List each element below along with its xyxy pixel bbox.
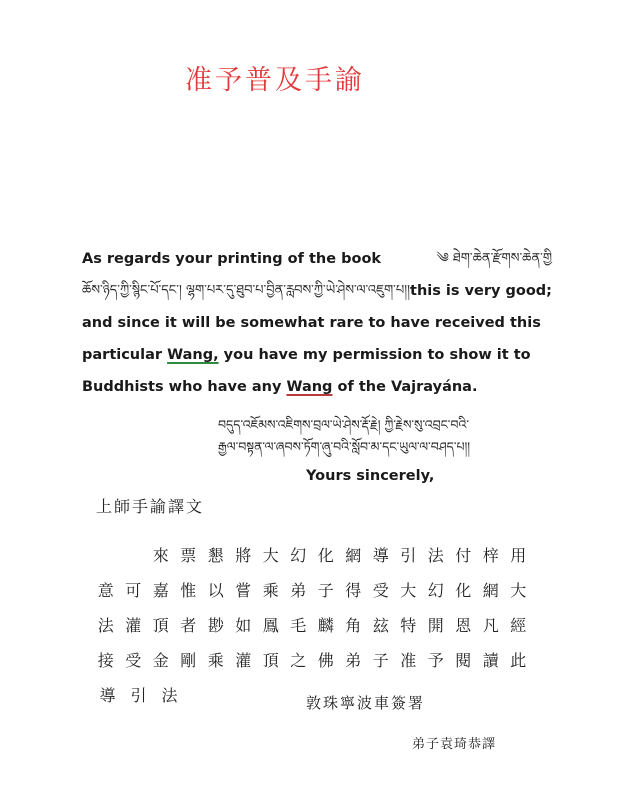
chinese-char: 乘 [262, 581, 279, 600]
chinese-char: 玆 [372, 616, 389, 635]
tibetan-line-2: རྒྱལ་བསྟན་ལ་ཞབས་ཏོག་ཞུ་བའི་སློབ་མ་དང་ཡུལ་ལ་བཤད་པ།། [218, 439, 471, 454]
chinese-char: 大 [262, 546, 279, 565]
letter-text: As regards your printing of the book [82, 251, 382, 267]
chinese-char: 受 [372, 581, 389, 600]
tibetan-book-title-cont: ཆོས་ཉིད་ཀྱི་སྙིང་པོ་དང་། ལྷག་པར་དུ་ཐུབ་པ་བྱིན་རླབས་ཀྱི་ཡེ་ཤེས་ལ་འཇུག་པ།། [82, 283, 410, 298]
chinese-char: 弟 [290, 581, 307, 600]
chinese-char: 准 [400, 651, 417, 670]
chinese-char: 讀 [482, 651, 499, 670]
chinese-char: 恩 [455, 616, 472, 635]
chinese-char: 開 [427, 616, 444, 635]
chinese-char [120, 538, 148, 573]
chinese-char: 引 [400, 546, 417, 565]
chinese-char: 導 [99, 686, 116, 705]
chinese-char: 可 [125, 581, 142, 600]
chinese-char: 乘 [207, 651, 224, 670]
tibetan-book-title: ༄ ཐེག་ཆེན་རྫོགས་ཆེན་གྱི [436, 251, 552, 266]
chinese-char: 幻 [427, 581, 444, 600]
chinese-line [92, 573, 532, 608]
chinese-line [92, 538, 532, 573]
letter-line-3: and since it will be somewhat rare to have received this [82, 315, 541, 331]
chinese-char: 剛 [180, 651, 197, 670]
chinese-char: 灌 [125, 616, 142, 635]
chinese-char: 尠 [207, 616, 224, 635]
chinese-char: 付 [455, 546, 472, 565]
chinese-char: 角 [345, 616, 362, 635]
chinese-char: 法 [427, 546, 444, 565]
chinese-translation-body [92, 538, 532, 713]
english-letter [82, 243, 552, 403]
chinese-line [92, 643, 532, 678]
wang-underlined: Wang [286, 379, 333, 395]
chinese-char: 子 [317, 581, 334, 600]
chinese-signature: 敦珠寧波車簽署 [306, 694, 426, 712]
page-title: 准予普及手諭 [185, 65, 365, 96]
chinese-char: 化 [455, 581, 472, 600]
chinese-char: 惟 [180, 581, 197, 600]
chinese-char: 導 [372, 546, 389, 565]
letter-text: you have my permission to show it to [223, 347, 531, 363]
letter-text: this is very good; [410, 283, 552, 299]
chinese-char: 頂 [152, 616, 169, 635]
chinese-char: 特 [400, 616, 417, 635]
chinese-char: 閱 [455, 651, 472, 670]
chinese-char: 接 [97, 651, 114, 670]
chinese-char: 之 [290, 651, 307, 670]
chinese-char: 者 [180, 616, 197, 635]
chinese-char: 大 [510, 581, 527, 600]
chinese-char: 化 [317, 546, 334, 565]
chinese-char: 法 [97, 616, 114, 635]
chinese-char: 毛 [290, 616, 307, 635]
chinese-char: 弟 [345, 651, 362, 670]
chinese-char: 頂 [262, 651, 279, 670]
chinese-char: 引 [130, 686, 147, 705]
chinese-char: 嘗 [235, 581, 252, 600]
chinese-char: 以 [207, 581, 224, 600]
chinese-char: 嘉 [152, 581, 169, 600]
chinese-char: 用 [510, 546, 527, 565]
letter-text: of the Vajrayána. [337, 379, 478, 395]
letter-text: particular [82, 347, 163, 363]
chinese-char: 灌 [235, 651, 252, 670]
chinese-char: 此 [510, 651, 527, 670]
letter-line-5 [82, 371, 552, 403]
chinese-char: 麟 [317, 616, 334, 635]
chinese-char: 金 [152, 651, 169, 670]
wang-underlined: Wang, [167, 347, 219, 363]
chinese-char [92, 538, 120, 573]
chinese-heading: 上師手諭譯文 [96, 497, 205, 516]
tibetan-signature-block [218, 414, 470, 458]
chinese-char: 法 [161, 686, 178, 705]
letter-text: Buddhists who have any [82, 379, 282, 395]
chinese-char: 大 [400, 581, 417, 600]
chinese-char: 凡 [482, 616, 499, 635]
chinese-char: 意 [97, 581, 114, 600]
letter-line-1 [82, 243, 552, 275]
chinese-char: 來 [152, 546, 169, 565]
chinese-char: 網 [345, 546, 362, 565]
chinese-char: 幻 [290, 546, 307, 565]
chinese-char: 如 [235, 616, 252, 635]
translator-credit: 弟子袁琦恭譯 [412, 737, 497, 752]
chinese-char: 鳳 [262, 616, 279, 635]
tibetan-line-1: བདུད་འཇོམས་འཇིགས་བྲལ་ཡེ་ཤེས་རྡོ་རྗེ། ཀྱི་རྗེས་སུ་འབྲང་བའི་ [218, 417, 469, 432]
chinese-char: 懇 [207, 546, 224, 565]
chinese-char: 經 [510, 616, 527, 635]
chinese-char: 子 [372, 651, 389, 670]
chinese-char: 佛 [317, 651, 334, 670]
chinese-char: 將 [235, 546, 252, 565]
chinese-char: 得 [345, 581, 362, 600]
chinese-char: 受 [125, 651, 142, 670]
closing-salutation: Yours sincerely, [306, 468, 435, 484]
chinese-char: 票 [180, 546, 197, 565]
chinese-char: 梓 [482, 546, 499, 565]
letter-line-4 [82, 339, 552, 371]
chinese-char: 網 [482, 581, 499, 600]
chinese-char: 予 [427, 651, 444, 670]
chinese-line [92, 608, 532, 643]
letter-line-2 [82, 275, 552, 307]
